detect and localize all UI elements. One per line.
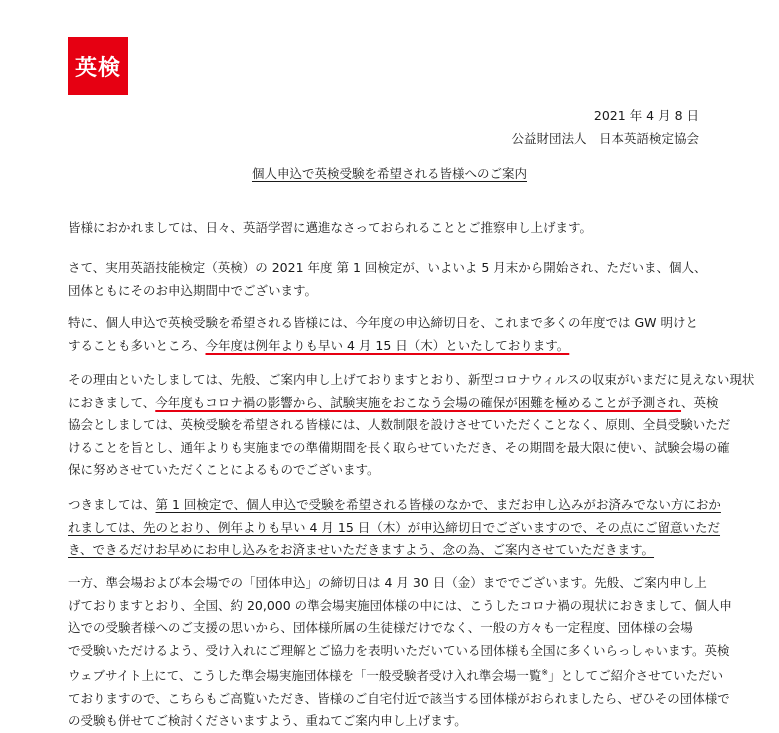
organization-name: 公益財団法人 日本英語検定協会: [511, 131, 699, 146]
p3-line-2-a: することも多いところ、: [68, 337, 206, 353]
p6-line-5: [68, 662, 724, 688]
p2-line-1: さて、実用英語技能検定（英検）の 2021 年度 第 1 回検定が、いよいよ 5 月末から開始され、ただいま、個人、: [68, 260, 707, 275]
paragraph-deadline: [68, 312, 710, 357]
title-text: 個人申込で英検受験を希望される皆様へのご案内: [251, 166, 527, 181]
p6-line-1: 一方、準会場および本会場での「団体申込」の締切日は 4 月 30 日（金）まででございます。先般、ご案内申し上: [68, 575, 707, 590]
p2-line-2: 団体ともにそのお申込期間中でございます。: [68, 282, 318, 298]
p3-line-2: [68, 335, 710, 358]
request-underline-1: 第 1 回検定で、個人申込で受験を希望される皆様のなかで、まだお申し込みがお済みでない方におか: [155, 497, 721, 512]
deadline-highlight: 今年度は例年よりも早い 4 月 15 日（木）といたしております。: [205, 337, 570, 353]
p6-line-5-a: ウェブサイト上にて、こうした準会場実施団体様を「一般受験者受け入れ準会場一覧: [68, 668, 542, 684]
paragraph-greeting: [68, 217, 710, 240]
request-underline-2: れましては、先のとおり、例年よりも早い 4 月 15 日（木）が申込締切日でございますので、その点にご留意いただ: [68, 519, 721, 535]
p4-line-2: [68, 392, 719, 415]
document-title: [0, 164, 779, 182]
paragraph-request: [68, 494, 721, 562]
p4-line-3: 協会としましては、英検受験を希望される皆様には、人数制限を設けさせていただくことなく、原則、全員受験いただ: [68, 417, 731, 432]
p6-line-2: げておりますとおり、全国、約 20,000 の準会場実施団体様の中には、こうしたコロナ禍の現状におきまして、個人申: [68, 597, 732, 613]
p5-line-1-a: つきましては、: [68, 497, 156, 512]
p6-line-4: で受験いただけるよう、受け入れにご理解とご協力を表明いただいている団体様も全国に多くいらっしゃいます。英検: [68, 642, 730, 658]
p6-line-5-b: 」としてご紹介させていただい: [548, 668, 724, 684]
eiken-logo: [68, 37, 128, 95]
paragraph-intro: [68, 257, 710, 302]
p4-line-2-a: におきまして、: [68, 394, 156, 410]
p1-line: 皆様におかれましては、日々、英語学習に邁進なさっておられることとご推察申し上げます。: [68, 220, 593, 235]
p3-line-1: 特に、個人申込で英検受験を希望される皆様には、今年度の申込締切日を、これまで多くの年度では GW 明けと: [68, 315, 698, 330]
note-mark: ※: [541, 668, 549, 677]
p6-line-3: 込での受験者様へのご支援の思いから、団体様所属の生徒様だけでなく、一般の方々も一定程度、団体様の会場: [68, 620, 693, 635]
p4-line-1: その理由といたしましては、先般、ご案内申し上げておりますとおり、新型コロナウィルスの収束がいまだに見えない現状: [68, 372, 755, 387]
p4-line-5: 保に努めさせていただくことによるものでございます。: [68, 462, 380, 477]
p6-line-7: の受験も併せてご検討くださいますよう、重ねてご案内申し上げます。: [68, 713, 467, 729]
request-underline-3: き、できるだけお早めにお申し込みをお済ませいただきますよう、念の為、ご案内させていただきます。: [68, 542, 655, 557]
p6-line-6: ておりますので、こちらもご高覧いただき、皆様のご自宅付近で該当する団体様がおられましたら、ぜひその団体様で: [68, 690, 730, 706]
document-date: 2021 年 4 月 8 日: [593, 108, 699, 123]
paragraph-group-application: [68, 572, 732, 733]
logo-text: 英検: [74, 55, 121, 81]
p4-line-4: けることを旨とし、通年よりも実施までの準備期間を長く取らせていただき、その期間を最大限に使い、試験会場の確: [68, 439, 730, 455]
p4-line-2-c: 、英検: [681, 394, 719, 410]
covid-highlight: 今年度もコロナ禍の影響から、試験実施をおこなう会場の確保が困難を極めることが予測され: [155, 394, 682, 410]
p5-line-1: [68, 494, 721, 517]
paragraph-reason: [68, 369, 755, 482]
